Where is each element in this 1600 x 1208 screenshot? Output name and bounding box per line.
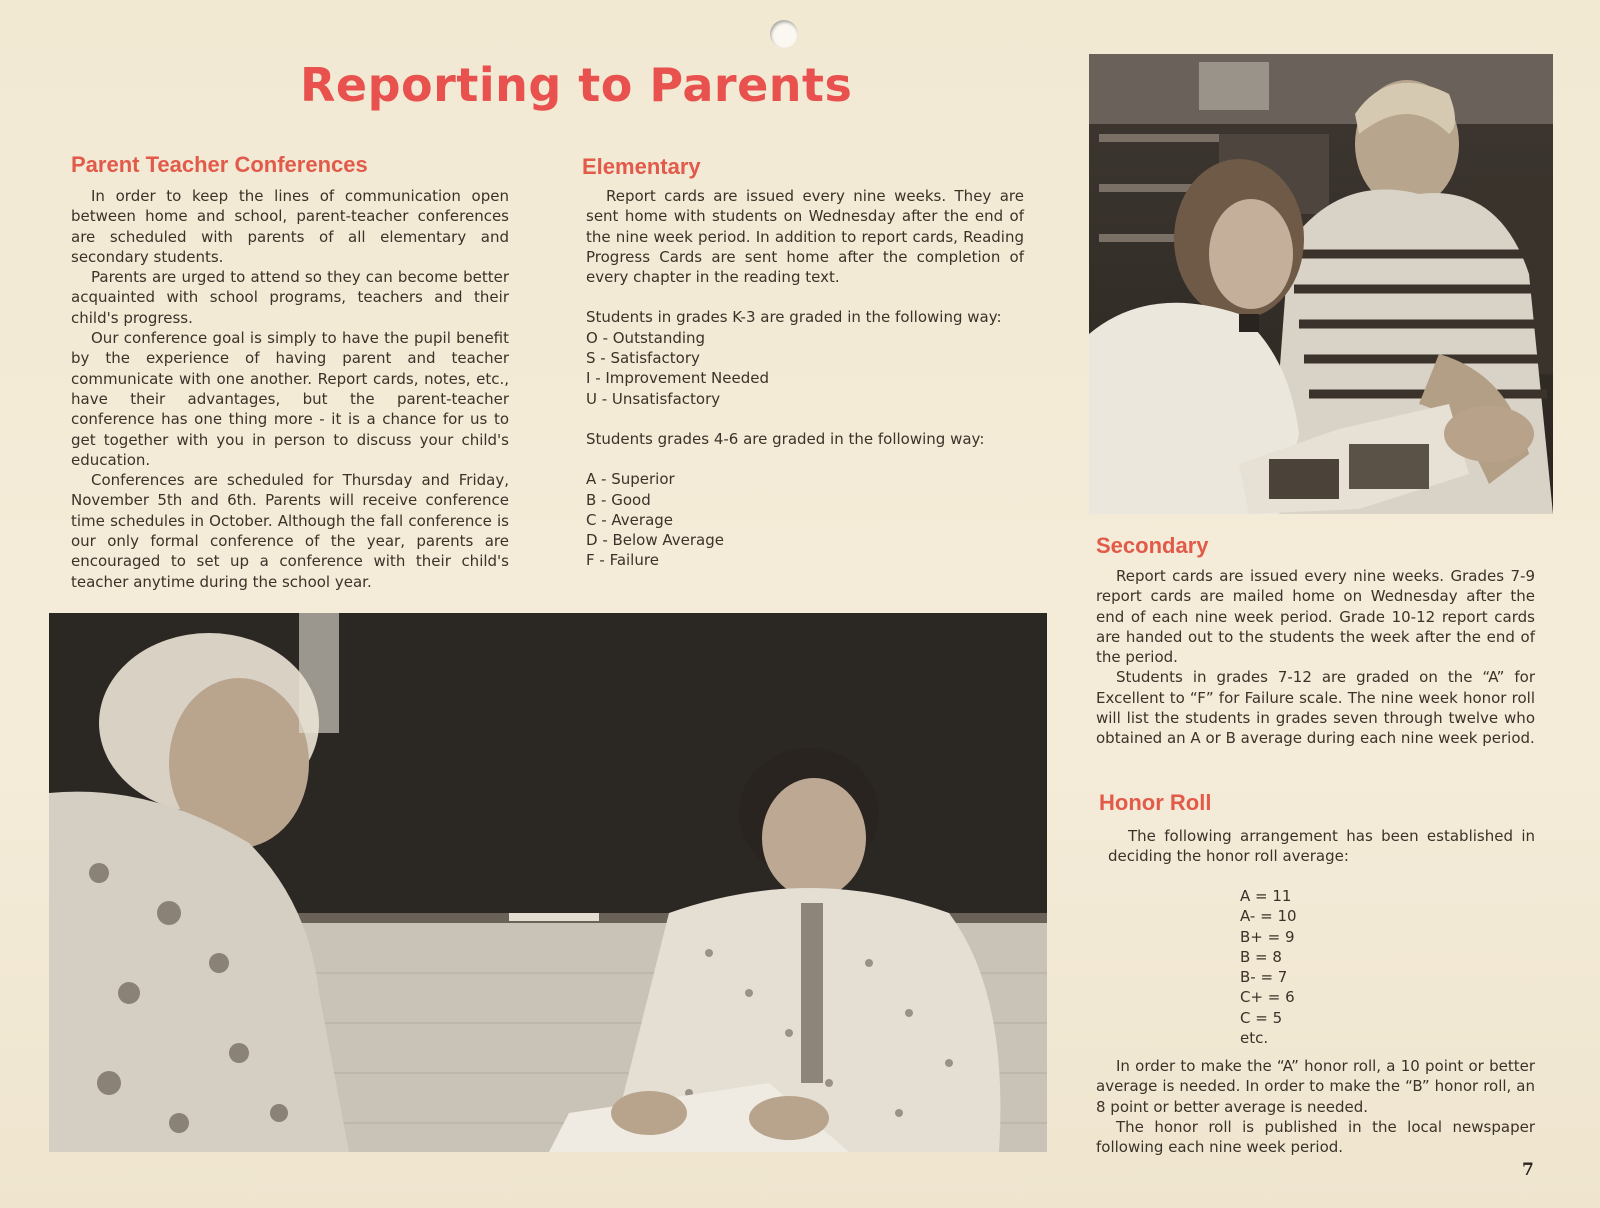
binder-punch-hole (770, 20, 798, 48)
conferences-paragraph: Conferences are scheduled for Thursday and Friday, November 5th and 6th. Parents will receive conference time schedules in October. Although the fall conference is our only formal conference of the year, parents are encouraged to set up a conference with their child's teacher anytime during the school year. (71, 471, 509, 591)
secondary-heading: Secondary (1096, 533, 1209, 558)
grade-item: C - Average (586, 510, 674, 529)
elementary-intro: Report cards are issued every nine weeks. They are sent home with students on Wednesday after the end of the nine week period. In addition to report cards, Reading Progress Cards are sent home after the completion of every chapter in the reading text. (586, 187, 1024, 287)
k3-grade-list (586, 328, 1024, 409)
secondary-paragraph: Report cards are issued every nine weeks. Grades 7-9 report cards are mailed home on Wednesday after the end of each nine week period. Grade 10-12 report cards are handed out to the students the week after the end of the period. (1096, 567, 1535, 667)
photo-student-and-teacher-reading-image (1089, 54, 1553, 514)
honor-roll-intro (1108, 826, 1535, 867)
photo-parent-teacher-conference (49, 613, 1047, 1152)
honor-roll-paragraph: The honor roll is published in the local newspaper following each nine week period. (1096, 1117, 1535, 1157)
grade-item: B - Good (586, 490, 651, 509)
scale-item: C+ = 6 (1240, 988, 1295, 1007)
secondary-body (1096, 566, 1535, 749)
honor-roll-paragraph: In order to make the “A” honor roll, a 10 point or better average is needed. In order to make the “B” honor roll, an 8 point or better average is needed. (1096, 1057, 1535, 1116)
conferences-paragraph: Parents are urged to attend so they can become better acquainted with school programs, teachers and their child's progress. (71, 268, 509, 327)
grade-item: I - Improvement Needed (586, 369, 769, 388)
honor-roll-point-scale (1240, 886, 1360, 1048)
conferences-paragraph: In order to keep the lines of communication open between home and school, parent-teacher conferences are scheduled with parents of all elementary and secondary students. (71, 187, 509, 266)
scale-item: A = 11 (1240, 887, 1292, 905)
photo-student-and-teacher-reading (1089, 54, 1553, 514)
grade-item: U - Unsatisfactory (586, 389, 721, 408)
grade-item: A - Superior (586, 470, 675, 489)
elementary-body (586, 186, 1024, 571)
k3-grades-label: Students in grades K-3 are graded in the following way: (586, 308, 1002, 327)
g46-grades-label: Students grades 4-6 are graded in the following way: (586, 429, 985, 448)
g46-grade-list (586, 469, 1024, 570)
scale-item: B- = 7 (1240, 968, 1288, 987)
scale-item: C = 5 (1240, 1008, 1283, 1027)
conferences-body (71, 186, 509, 592)
page-number: 7 (1522, 1160, 1534, 1180)
secondary-paragraph: Students in grades 7-12 are graded on the “A” for Excellent to “F” for Failure scale. The nine week honor roll will list the students in grades seven through twelve who obtained an A or B average during each nine week period. (1096, 668, 1535, 748)
grade-item: O - Outstanding (586, 328, 706, 347)
page-title: Reporting to Parents (300, 58, 853, 112)
conferences-paragraph: Our conference goal is simply to have the pupil benefit by the experience of having parent and teacher communicate with one another. Report cards, notes, etc., have their advantages, but the parent-teacher conference has one thing more - it is a chance for us to get together with you in person to discuss your child's education. (71, 329, 509, 469)
scale-item: B = 8 (1240, 947, 1282, 966)
honor-roll-heading: Honor Roll (1099, 790, 1212, 815)
scale-item: A- = 10 (1240, 907, 1297, 926)
grade-item: D - Below Average (586, 531, 724, 550)
grade-item: F - Failure (586, 551, 659, 570)
honor-roll-rules (1096, 1056, 1535, 1157)
conferences-heading: Parent Teacher Conferences (71, 152, 368, 177)
scale-item: B+ = 9 (1240, 927, 1295, 946)
elementary-heading: Elementary (582, 154, 701, 179)
grade-item: S - Satisfactory (586, 349, 700, 368)
photo-parent-teacher-conference-image (49, 613, 1047, 1152)
scale-item: etc. (1240, 1029, 1269, 1048)
honor-roll-intro-text: The following arrangement has been established in deciding the honor roll average: (1108, 827, 1535, 866)
